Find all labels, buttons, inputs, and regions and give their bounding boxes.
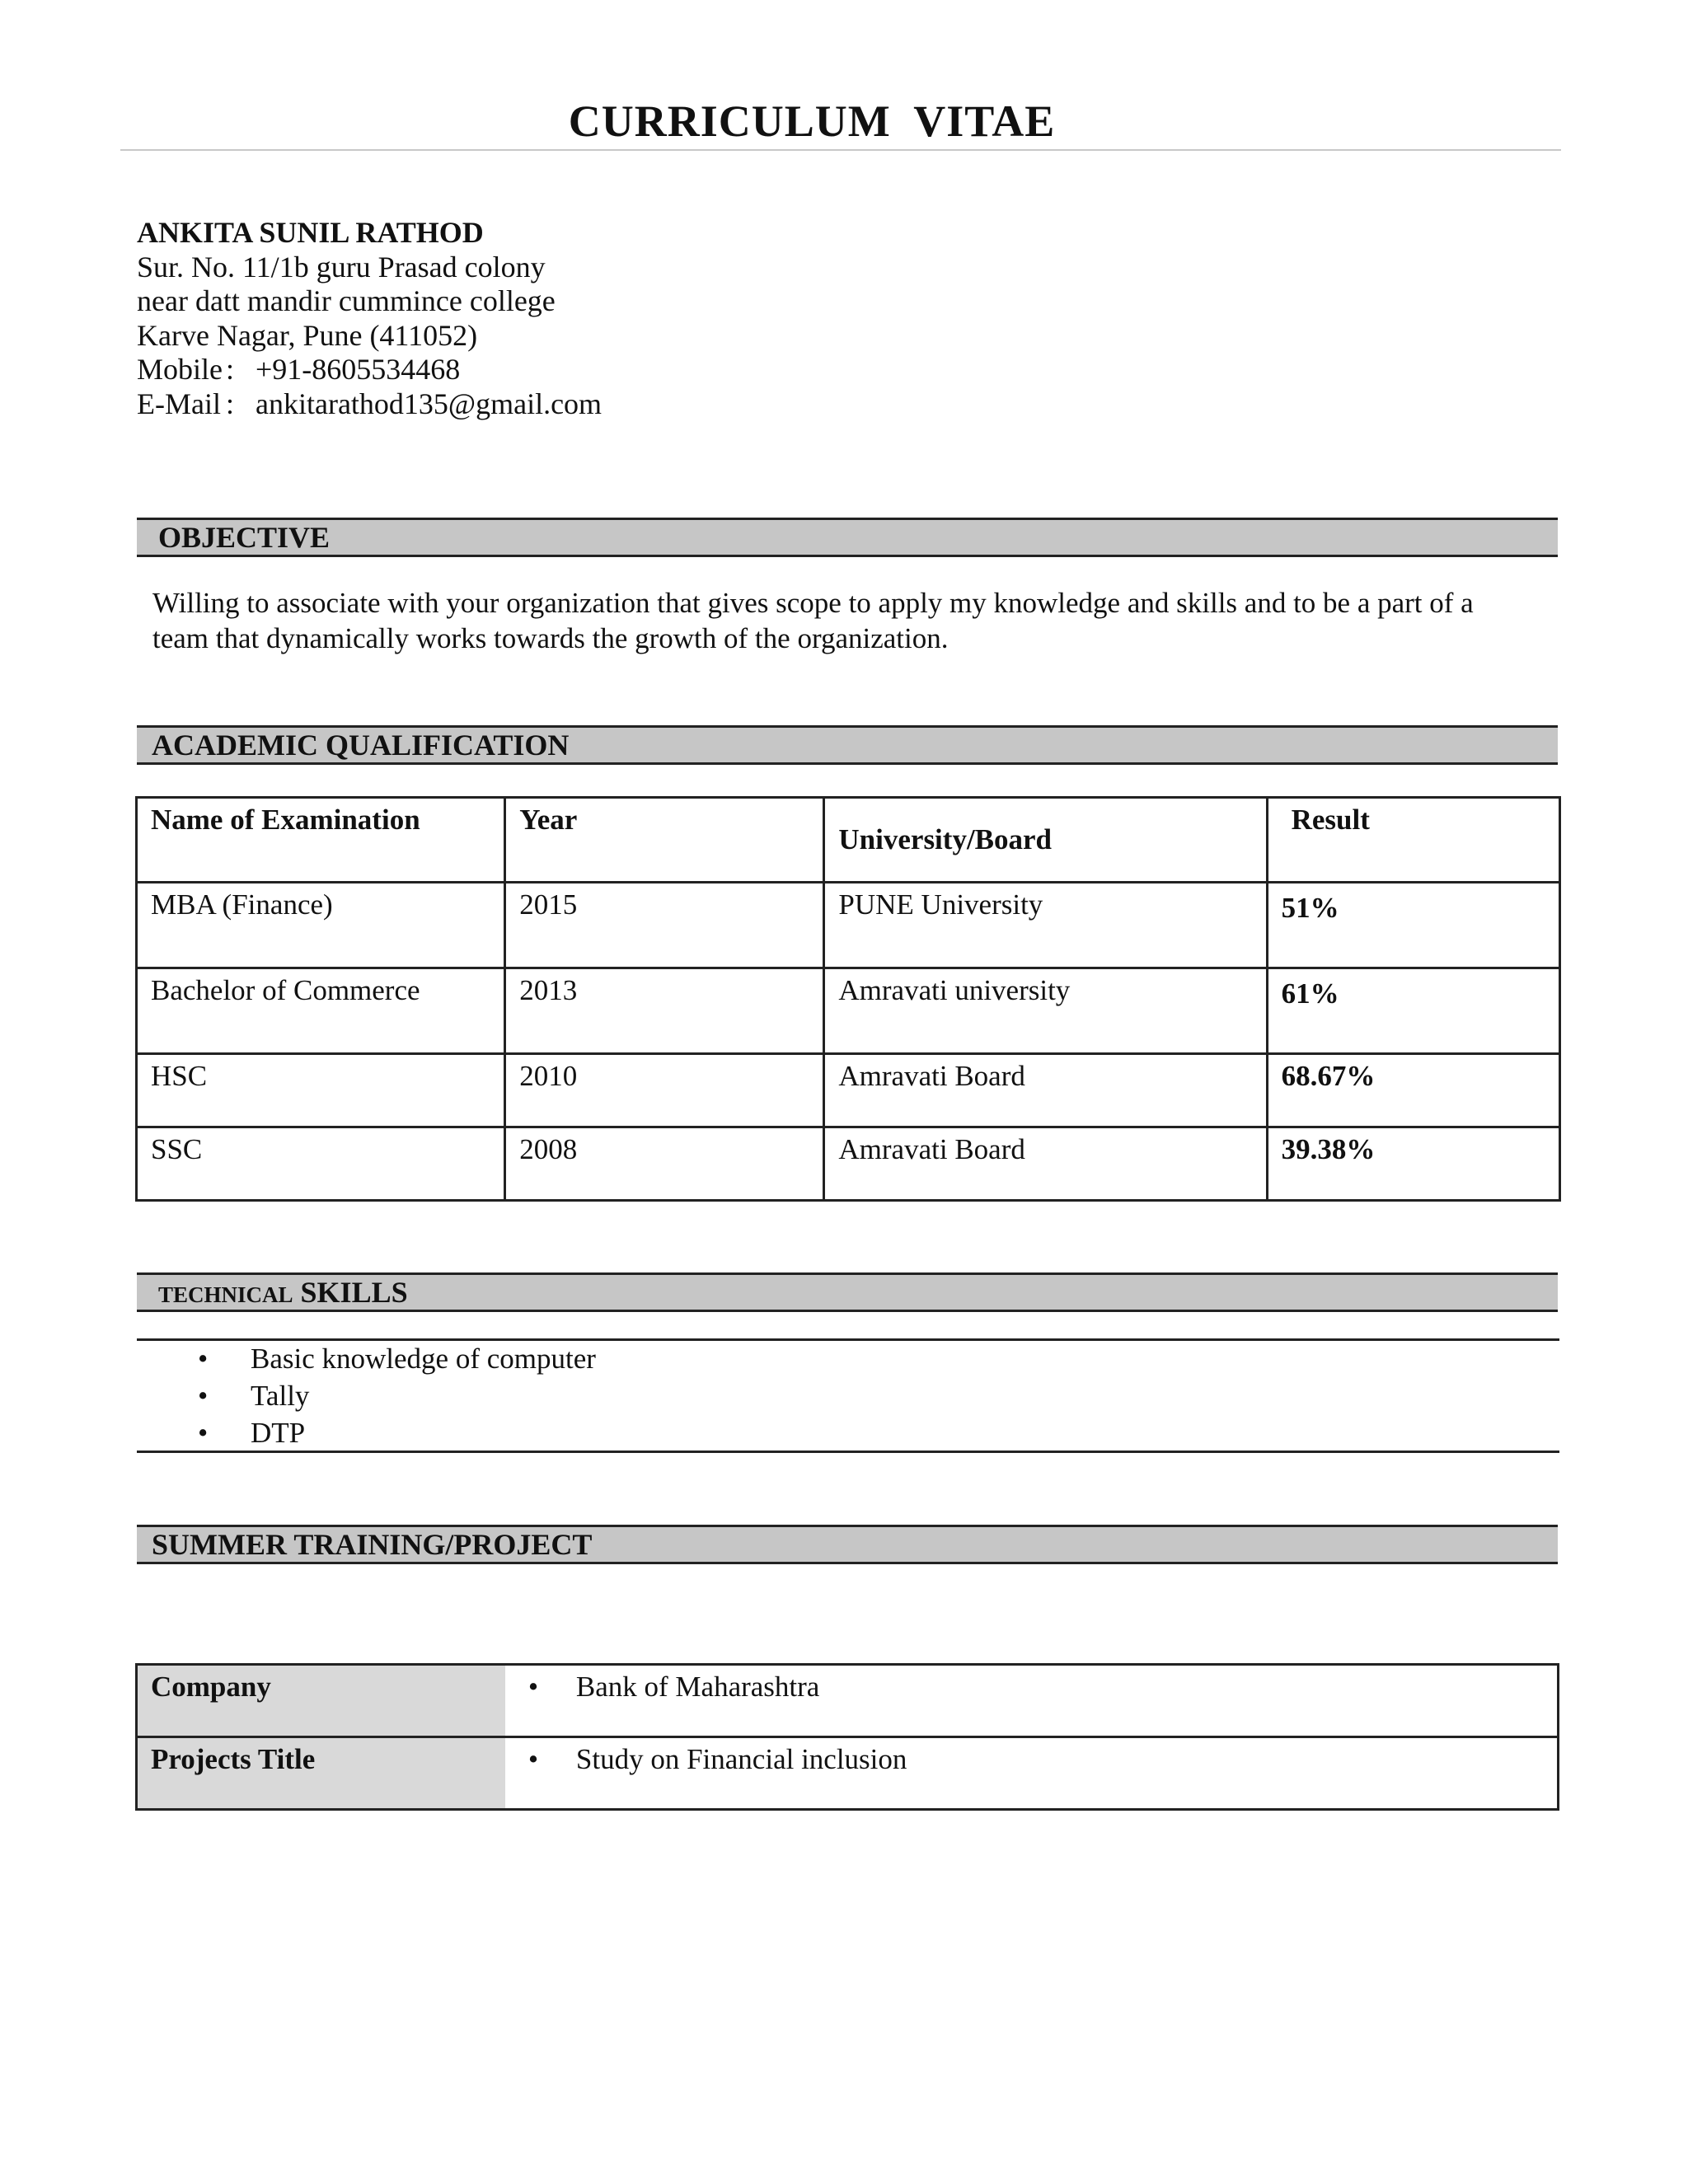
academic-heading: ACADEMIC QUALIFICATION <box>152 729 570 762</box>
list-item <box>198 1340 596 1377</box>
email-separator: : <box>226 387 235 420</box>
table-header-row <box>137 798 1560 883</box>
training-heading-bar <box>137 1525 1558 1564</box>
board-cell: Amravati Board <box>824 1054 1267 1127</box>
column-header-board: University/Board <box>824 798 1267 883</box>
email-label: E-Mail <box>137 387 221 420</box>
column-header-result: Result <box>1267 798 1559 883</box>
skills-heading <box>158 1275 408 1312</box>
exam-cell: Bachelor of Commerce <box>137 968 505 1054</box>
bullet-icon: • <box>198 1417 209 1449</box>
mobile-row <box>137 353 602 387</box>
board-cell: PUNE University <box>824 883 1267 968</box>
project-title-value: Study on Financial inclusion <box>575 1743 907 1775</box>
email-address: ankitarathod135@gmail.com <box>256 387 603 420</box>
address-line: Karve Nagar, Pune (411052) <box>137 318 478 352</box>
table-row <box>137 1054 1560 1127</box>
column-header-year: Year <box>505 798 824 883</box>
table-row <box>137 968 1560 1054</box>
skill-text: Tally <box>251 1380 310 1412</box>
result-cell: 51% <box>1267 883 1559 968</box>
academic-heading-bar <box>137 725 1558 765</box>
objective-heading-bar <box>137 518 1558 557</box>
skill-text: DTP <box>251 1417 306 1449</box>
list-item <box>198 1414 596 1451</box>
skill-text: Basic knowledge of computer <box>251 1343 596 1375</box>
skills-list <box>198 1340 596 1451</box>
skills-bottom-rule <box>137 1451 1559 1453</box>
mobile-separator: : <box>226 353 235 386</box>
table-row <box>137 1127 1560 1201</box>
exam-cell: HSC <box>137 1054 505 1127</box>
training-heading: SUMMER TRAINING/PROJECT <box>152 1528 593 1561</box>
result-cell: 39.38% <box>1267 1127 1559 1201</box>
year-cell: 2010 <box>505 1054 824 1127</box>
exam-cell: SSC <box>137 1127 505 1201</box>
bullet-icon: • <box>528 1671 539 1703</box>
exam-cell: MBA (Finance) <box>137 883 505 968</box>
bullet-icon: • <box>198 1380 209 1412</box>
year-cell: 2013 <box>505 968 824 1054</box>
training-table <box>135 1663 1559 1811</box>
academic-table <box>135 796 1561 1202</box>
table-row <box>137 883 1560 968</box>
objective-line: Willing to associate with your organization that gives scope to apply my knowledge and skills and to be a part of a <box>152 587 1474 619</box>
project-title-label: Projects Title <box>137 1737 505 1810</box>
address-line: Sur. No. 11/1b guru Prasad colony <box>137 250 546 284</box>
contact-block <box>137 216 602 421</box>
list-item <box>198 1377 596 1414</box>
project-title-value-cell <box>505 1737 1559 1810</box>
company-value-cell <box>505 1665 1559 1737</box>
table-row <box>137 1665 1559 1737</box>
year-cell: 2008 <box>505 1127 824 1201</box>
skills-heading-bar <box>137 1272 1558 1312</box>
email-row <box>137 387 602 422</box>
bullet-icon: • <box>528 1743 539 1775</box>
objective-heading: OBJECTIVE <box>158 521 331 554</box>
title-divider <box>120 149 1561 151</box>
mobile-label: Mobile <box>137 353 223 386</box>
company-label: Company <box>137 1665 505 1737</box>
mobile-number: +91-8605534468 <box>256 353 461 386</box>
board-cell: Amravati Board <box>824 1127 1267 1201</box>
objective-text <box>152 585 1554 656</box>
candidate-name: ANKITA SUNIL RATHOD <box>137 216 484 249</box>
year-cell: 2015 <box>505 883 824 968</box>
result-cell: 61% <box>1267 968 1559 1054</box>
bullet-icon: • <box>198 1343 209 1375</box>
result-cell: 68.67% <box>1267 1054 1559 1127</box>
address-line: near datt mandir cummince college <box>137 284 556 317</box>
column-header-exam: Name of Examination <box>137 798 505 883</box>
skills-heading-small: TECHNICAL <box>158 1282 293 1307</box>
board-cell: Amravati university <box>824 968 1267 1054</box>
objective-line: team that dynamically works towards the growth of the organization. <box>152 622 949 654</box>
company-value: Bank of Maharashtra <box>575 1671 820 1703</box>
page-title: CURRICULUM VITAE <box>568 96 1056 146</box>
skills-heading-large: SKILLS <box>300 1276 408 1309</box>
table-row <box>137 1737 1559 1810</box>
